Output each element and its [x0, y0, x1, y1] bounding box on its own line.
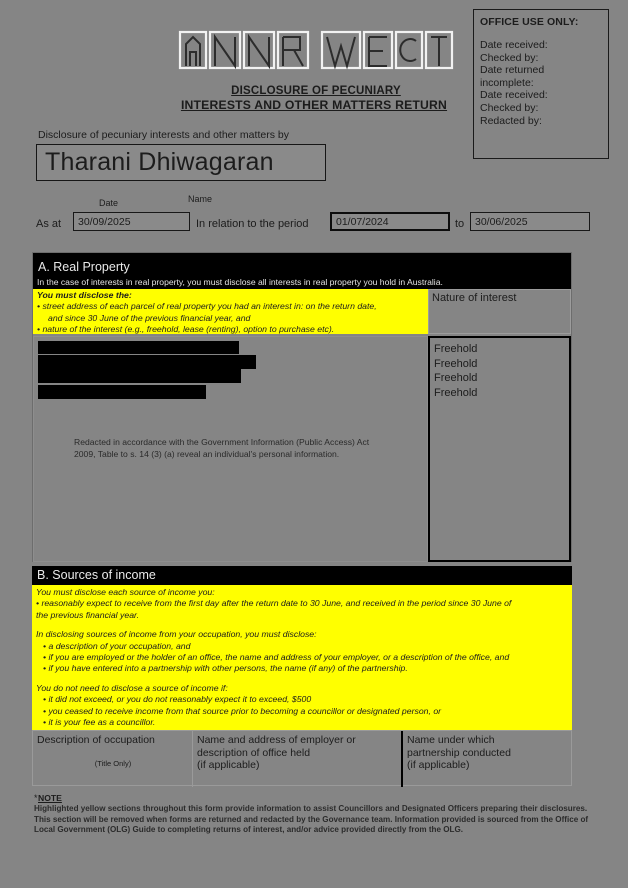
- inner-west-logo: [178, 28, 454, 72]
- section-b-col3-header-line1: Name under which: [407, 734, 495, 746]
- declarant-name-field[interactable]: [36, 144, 326, 181]
- document-title-line1: DISCLOSURE OF PECUNIARY: [231, 85, 401, 97]
- section-b-para1-bullet1: • reasonably expect to receive from the first day after the return date to 30 June, and received in the period since 30 June of: [36, 598, 512, 609]
- section-b-para1-intro: You must disclose each source of income you:: [36, 587, 215, 597]
- office-use-line: Date returned: [480, 64, 545, 77]
- section-b-para3-bullet3: • it is your fee as a councillor.: [43, 717, 156, 728]
- section-b-para3-bullet1: • it did not exceed, or you do not reasonably expect it to exceed, $500: [43, 694, 312, 705]
- redaction-bar: [38, 369, 241, 383]
- declarant-name-value: Tharani Dhiwagaran: [45, 148, 274, 176]
- nature-of-interest-header: Nature of interest: [428, 289, 571, 334]
- office-use-line: Checked by:: [480, 101, 539, 114]
- section-b-col2-header-line3: (if applicable): [197, 759, 260, 772]
- name-column-label: Name: [188, 194, 213, 204]
- section-b-para3-intro: You do not need to disclose a source of income if:: [36, 682, 228, 693]
- as-at-date-value: 30/09/2025: [78, 215, 131, 228]
- office-use-line: Date received:: [480, 39, 548, 51]
- period-label: In relation to the period: [196, 218, 309, 230]
- period-from-value: 01/07/2024: [336, 215, 389, 228]
- nature-value: Freehold: [434, 386, 478, 399]
- period-from-field[interactable]: [330, 212, 450, 231]
- section-b-para-1: [36, 587, 569, 621]
- section-b-para1-bullet1-cont: the previous financial year.: [36, 609, 140, 620]
- section-b-col1-subheader: (Title Only): [94, 758, 132, 768]
- redaction-bar: [38, 341, 239, 354]
- office-use-line: Redacted by:: [480, 114, 542, 127]
- section-a-instruction-intro: You must disclose the:: [37, 290, 132, 300]
- section-b-col3-header-line2: partnership conducted: [407, 746, 511, 759]
- footnote-body: Highlighted yellow sections throughout this form provide information to assist Councillors and Designated Officers preparing their disclosures. This section will be removed when forms are returned and redacted by the Governance team. Information provided is sourced from the Office of Local Government (OLG) Guide to completing returns of interest, and/or advice provided directly from the OLG.: [34, 804, 589, 835]
- document-title: [178, 84, 454, 112]
- section-a-address-column: [33, 336, 428, 562]
- redaction-bar: [38, 385, 206, 399]
- redaction-note: Redacted in accordance with the Government Information (Public Access) Act 2009, Table to s. 14 (3) (a) reveal an individual's personal information.: [74, 437, 370, 459]
- section-b-para2-bullet1: • a description of your occupation, and: [43, 640, 191, 651]
- date-column-label: Date: [99, 198, 119, 208]
- office-use-line: Date received:: [480, 89, 548, 102]
- section-b-col2-header-line1: Name and address of employer or: [197, 734, 356, 746]
- section-b-column-occupation: [33, 731, 193, 787]
- section-b-col3-header-line3: (if applicable): [407, 759, 470, 772]
- section-a-bullet-1: • street address of each parcel of real property you had an interest in: on the return date,: [37, 301, 377, 312]
- section-b-heading: B. Sources of income: [32, 566, 572, 585]
- section-b-para2-bullet3: • if you have entered into a partnership with other persons, the name (if any) of the partnership.: [43, 663, 408, 674]
- section-b-para-2: [36, 629, 569, 675]
- period-to-label: to: [455, 218, 465, 230]
- section-a-bullet-1-cont: and since 30 June of the previous financial year, and: [48, 312, 251, 323]
- nature-value: Freehold: [434, 372, 478, 384]
- section-a-instructions: [33, 289, 428, 334]
- office-use-line: Checked by:: [480, 51, 539, 64]
- nature-value: Freehold: [434, 343, 478, 355]
- section-b-col1-header: Description of occupation: [37, 734, 155, 746]
- section-b-para2-bullet2: • if you are employed or the holder of an office, the name and address of your employer, or a description of the office, and: [43, 652, 510, 663]
- section-a-heading: A. Real Property: [33, 258, 571, 276]
- footnote-marker: *: [34, 793, 38, 803]
- document-title-line2: INTERESTS AND OTHER MATTERS RETURN: [180, 98, 448, 112]
- nature-value: Freehold: [434, 357, 478, 370]
- nature-of-interest-values: [428, 336, 571, 562]
- section-b-column-employer: [193, 731, 403, 787]
- section-a-bullet-2: • nature of the interest (e.g., freehold, lease (renting), option to purchase etc).: [37, 323, 335, 334]
- as-at-label: As at: [36, 218, 62, 230]
- office-use-title: OFFICE USE ONLY:: [480, 16, 579, 28]
- section-b-instructions: [32, 585, 572, 730]
- section-a-subheading: In the case of interests in real property, you must disclose all interests in real property you hold in Australia.: [33, 276, 571, 289]
- office-use-line: incomplete:: [480, 76, 534, 89]
- office-use-box: [473, 9, 609, 159]
- period-to-field[interactable]: [470, 212, 590, 231]
- footnote-heading: NOTE: [38, 793, 62, 803]
- section-b-column-partnership: [403, 731, 573, 787]
- redaction-bar: [38, 355, 256, 369]
- section-b-para-3: [36, 683, 569, 729]
- section-b-col2-header-line2: description of office held: [197, 746, 311, 759]
- period-to-value: 30/06/2025: [475, 215, 528, 228]
- section-b-para2-intro: In disclosing sources of income from your occupation, you must disclose:: [36, 629, 317, 640]
- disclosure-by-label: Disclosure of pecuniary interests and other matters by: [38, 129, 289, 141]
- section-b-table: [32, 730, 572, 786]
- as-at-date-field[interactable]: [73, 212, 190, 231]
- section-b-para3-bullet2: • you ceased to receive income from that source prior to becoming a councillor or designated person, or: [43, 705, 442, 716]
